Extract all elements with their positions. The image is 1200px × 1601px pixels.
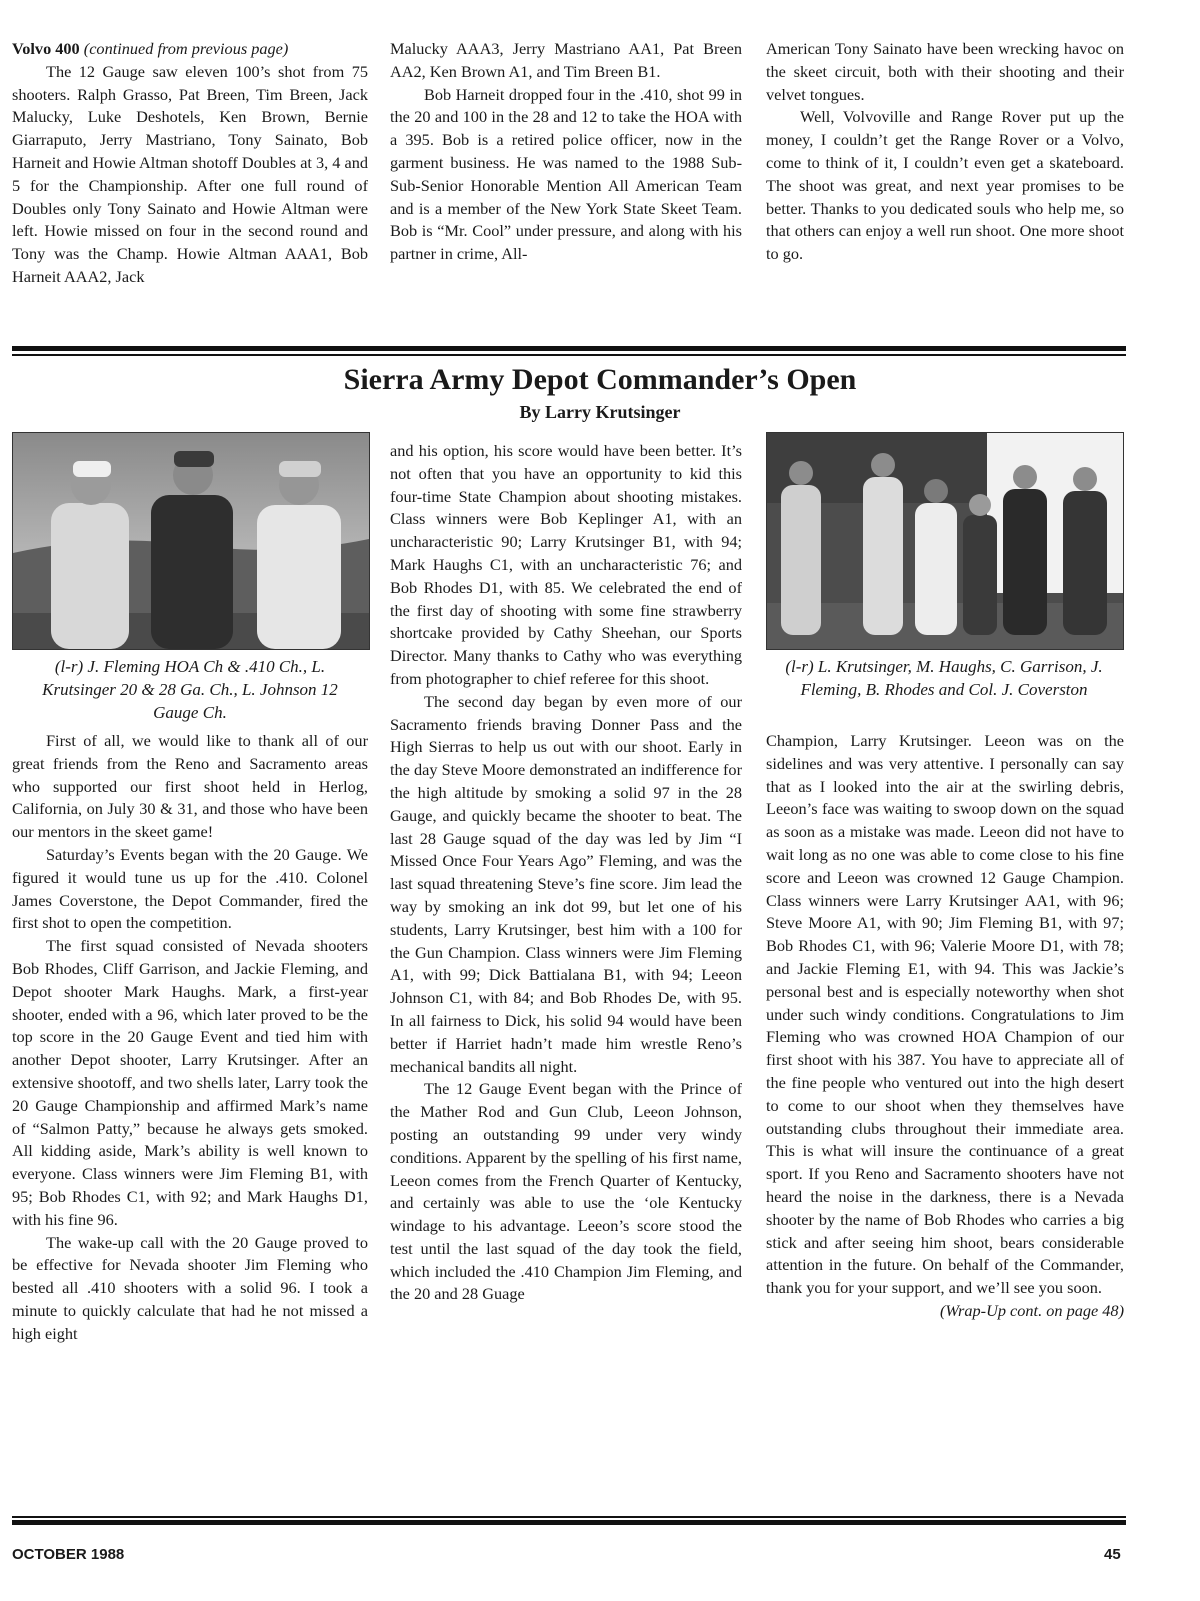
paragraph: The first squad consisted of Nevada shooters Bob Rhodes, Cliff Garrison, and Jackie Fleming, and Depot shooter Mark Haughs. Mark, a first-year shooter, ended with a 96, which later proved to be the top score in the 20 Gauge Event and tied him with another Depot shooter, Larry Krutsinger. After an extensive shootoff, and two shells later, Larry took the 20 Gauge Championship and affirmed Mark’s name of “Salmon Patty,” because he always gets smoked. All kidding aside, Mark’s ability is well known to everyone. Class winners were Jim Fleming B1, with 95; Bob Rhodes C1, with 92; and Mark Haughs D1, with his fine 96. — [12, 936, 368, 1229]
article-column-2 — [390, 440, 742, 1536]
paragraph: Champion, Larry Krutsinger. Leeon was on the sidelines and was very attentive. I personally can say that as I looked into the air at the swirling debris, Leeon’s face was waiting to swoop down on the squad as soon as a mistake was made. Leeon did not have to wait long as no one was able to come close to his fine score and Leeon was crowned 12 Gauge Champion. Class winners were Larry Krutsinger AA1, with 96; Steve Moore A1, with 90; Jim Fleming B1, with 97; Bob Rhodes C1, with 96; Valerie Moore D1, with 78; and Jackie Fleming E1, with 94. This was Jackie’s personal best and is especially noteworthy when shot under such windy conditions. Congratulations to Jim Fleming who was crowned HOA Champion of our first shoot with his 387. You have to appreciate all of the fine people who ventured out into the high desert to come to our shoot when they themselves have outstanding clubs throughout their immediate area. This is what will insure the continuance of a great sport. If you Reno and Sacramento shooters have not heard the noise in the darkness, there is a Nevada shooter by the name of Bob Rhodes who carries a big stick and after seeing him shoot, bears considerable attention in the future. On behalf of the Commander, thank you for your support, and we’ll see you soon. — [766, 731, 1124, 1298]
jump-line: (Wrap-Up cont. on page 48) — [939, 1300, 1124, 1320]
paragraph: The wake-up call with the 20 Gauge proved to be effective for Nevada shooter Jim Fleming who bested all .410 shooters with a solid 96. I took a minute to quickly calculate that had he not missed a high eight — [12, 1232, 368, 1343]
paragraph: Well, Volvoville and Range Rover put up the money, I couldn’t get the Range Rover or a Volvo, come to think of it, I couldn’t even get a skateboard. The shoot was great, and next year promises to be better. Thanks to you dedicated souls who help me, so that others can enjoy a well run shoot. One more shoot to go. — [766, 107, 1124, 264]
running-head — [12, 38, 368, 61]
paragraph: American Tony Sainato have been wrecking havoc on the skeet circuit, both with their shooting and their velvet tongues. — [766, 39, 1124, 104]
top-column-3 — [766, 38, 1124, 338]
paragraph: The 12 Gauge Event began with the Prince of the Mather Rod and Gun Club, Leeon Johnson, posting an outstanding 99 under very windy conditions. Apparent by the spelling of his first name, Leeon comes from the French Quarter of Kentucky, and certainly was able to use the ‘ole Kentucky windage to his advantage. Leeon’s score stood the test until the last squad of the day took the field, which included the .410 Champion Jim Fleming, and the 20 and 28 Guage — [390, 1079, 742, 1304]
running-head-title: Volvo 400 — [12, 39, 80, 58]
paragraph: The second day began by even more of our Sacramento friends braving Donner Pass and the High Sierras to help us out with our shoot. Early in the day Steve Moore demonstrated an indifference for the high altitude by smoking a solid 97 in the 28 Gauge, and quickly became the shooter to beat. The last 28 Gauge squad of the day was led by Jim “I Missed Once Four Years Ago” Fleming, and was the last squad threatening Steve’s fine score. Jim lead the way by smoking an ink dot 99, but let one of his students, Larry Krutsinger, best him with a 100 for the Gun Champion. Class winners were Jim Fleming A1, with 99; Dick Battialana B1, with 94; Leeon Johnson C1, with 84; and Bob Rhodes De, with 95. In all fairness to Dick, his solid 94 would have been better if Harriet hadn’t made him wrestle Reno’s mechanical bandits all night. — [390, 691, 742, 1076]
photo-image — [13, 433, 369, 649]
article-title: Sierra Army Depot Commander’s Open — [343, 363, 857, 396]
article-byline: By Larry Krutsinger — [519, 402, 681, 422]
article-column-1 — [12, 730, 368, 1536]
photo-three-champions — [12, 432, 370, 650]
footer-divider-thin — [12, 1516, 1126, 1518]
top-column-2 — [390, 38, 742, 338]
photo-six-shooters — [766, 432, 1124, 650]
paragraph: and his option, his score would have been better. It’s not often that you have an opportunity to kid this four-time State Champion about shooting mistakes. Class winners were Bob Keplinger A1, with an uncharacteristic 90; Larry Krutsinger B1, with 94; Mark Haughs C1, with an uncharacteristic 76; and Bob Rhodes D1, with 85. We celebrated the end of the first day of shooting with some fine strawberry shortcake provided by Cathy Sheehan, our Sports Director. Many thanks to Cathy who was everything from photographer to chief referee for this shoot. — [390, 441, 742, 688]
photo-right-caption: (l-r) L. Krutsinger, M. Haughs, C. Garrison, J. Fleming, B. Rhodes and Col. J. Coverston — [785, 657, 1103, 699]
section-divider-thin — [12, 354, 1126, 356]
footer-issue: OCTOBER 1988 — [12, 1546, 125, 1563]
paragraph: Saturday’s Events began with the 20 Gauge. We figured it would tune us up for the .410. Colonel James Coverstone, the Depot Commander, fired the first shot to open the competition. — [12, 844, 368, 933]
photo-image — [767, 433, 1123, 649]
article-column-3 — [766, 730, 1124, 1536]
photo-left-caption: (l-r) J. Fleming HOA Ch & .410 Ch., L. Krutsinger 20 & 28 Ga. Ch., L. Johnson 12 Gauge Ch. — [42, 657, 338, 722]
paragraph: Bob Harneit dropped four in the .410, shot 99 in the 20 and 100 in the 28 and 12 to take the HOA with a 395. Bob is a retired police officer, now in the garment business. He was named to the 1988 Sub-Sub-Senior Honorable Mention All American Team and is a member of the New York State Skeet Team. Bob is “Mr. Cool” under pressure, and along with his partner in crime, All- — [390, 84, 742, 264]
top-column-1 — [12, 38, 368, 338]
running-head-continued: (continued from previous page) — [83, 39, 289, 58]
footer-divider-thick — [12, 1520, 1126, 1525]
footer-page-number: 45 — [1104, 1546, 1121, 1563]
paragraph: Malucky AAA3, Jerry Mastriano AA1, Pat Breen AA2, Ken Brown A1, and Tim Breen B1. — [390, 39, 742, 81]
paragraph: The 12 Gauge saw eleven 100’s shot from 75 shooters. Ralph Grasso, Pat Breen, Tim Breen, Jack Malucky, Luke Deshotels, Ken Brown, Bernie Giarraputo, Jerry Mastriano, Tony Sainato, Bob Harneit and Howie Altman shotoff Doubles at 3, 4 and 5 for the Championship. After one full round of Doubles only Tony Sainato and Howie Altman were left. Howie missed on four in the second round and Tony was the Champ. Howie Altman AAA1, Bob Harneit AAA2, Jack — [12, 61, 368, 286]
section-divider-thick — [12, 346, 1126, 351]
paragraph: First of all, we would like to thank all of our great friends from the Reno and Sacramento areas who supported our first shoot held in Herlog, California, on July 30 & 31, and those who have been our mentors in the skeet game! — [12, 731, 368, 842]
